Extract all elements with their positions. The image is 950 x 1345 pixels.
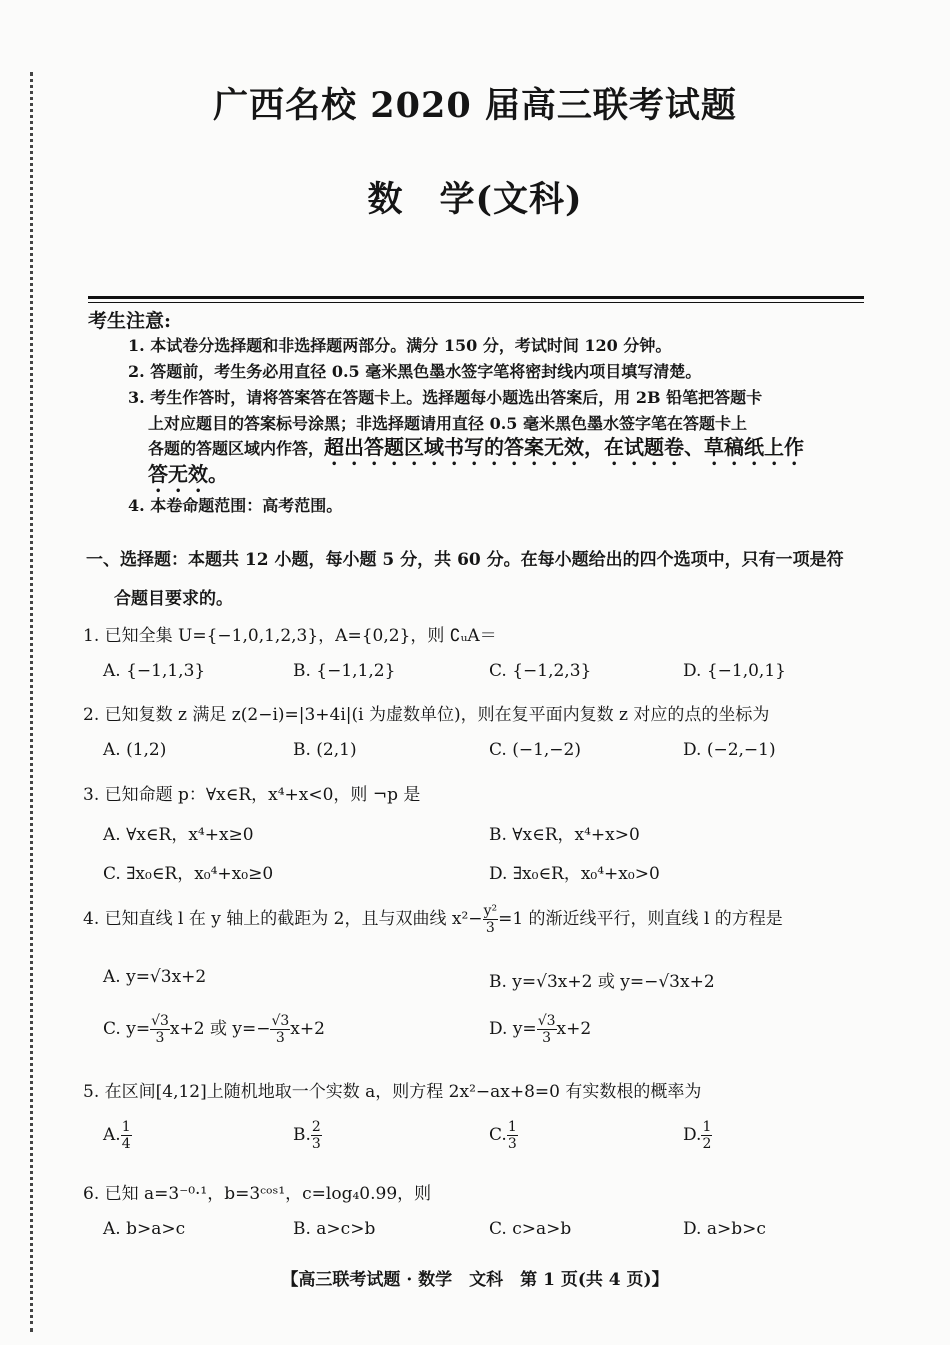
question-6-option-c: C. c>a>b [489, 1219, 572, 1239]
q5-b-label: B. [293, 1125, 311, 1145]
question-5-option-c [489, 1120, 518, 1151]
question-6-option-b: B. a>c>b [293, 1219, 376, 1239]
q4-d-frac [537, 1014, 557, 1045]
section-heading: 一、选择题：本题共 12 小题，每小题 5 分，共 60 分。在每小题给出的四个选项中，只有一项是符 [86, 550, 844, 570]
question-5-stem: 5. 在区间[4,12]上随机地取一个实数 a，则方程 2x²−ax+8=0 有实数根的概率为 [83, 1082, 702, 1102]
q4-c-frac-1-den: 3 [155, 1030, 165, 1046]
q5-c-label: C. [489, 1125, 507, 1145]
notice-item-3: 3. 考生作答时，请将答案答在答题卡上。选择题每小题选出答案后，用 2B 铅笔把答题卡 [128, 388, 763, 407]
q5-d-num: 1 [702, 1119, 712, 1135]
q5-a-label: A. [103, 1125, 121, 1145]
question-1-stem: 1. 已知全集 U={−1,0,1,2,3}，A={0,2}，则 ∁ᵤA＝ [83, 626, 497, 646]
question-4-frac-num: y² [483, 903, 498, 919]
question-4-option-a: A. y=√3x+2 [103, 967, 207, 987]
q5-b-den: 3 [311, 1136, 321, 1152]
question-1-option-a: A. {−1,1,3} [103, 661, 206, 681]
notice-item-4: 4. 本卷命题范围：高考范围。 [128, 496, 343, 515]
question-4-option-c [103, 1014, 325, 1045]
q4-c-frac-2-num: √3 [271, 1013, 290, 1029]
question-3-option-d: D. ∃x₀∈R，x₀⁴+x₀>0 [489, 864, 660, 884]
question-5-option-a [103, 1120, 132, 1151]
q4-c-post: x+2 [290, 1019, 325, 1039]
question-3-stem: 3. 已知命题 p：∀x∈R，x⁴+x<0，则 ¬p 是 [83, 785, 421, 805]
q5-c-frac [507, 1120, 518, 1151]
notice-item-3-text: 各题的答题区域内作答， [148, 439, 325, 458]
question-4-stem-post: =1 的渐近线平行，则直线 l 的方程是 [498, 909, 783, 929]
notice-heading: 考生注意: [88, 310, 172, 332]
question-4-option-d [489, 1014, 591, 1045]
question-6-option-a: A. b>a>c [103, 1219, 186, 1239]
notice-item-3-cont-3: 答无效。 [148, 462, 228, 486]
q4-d-frac-num: √3 [537, 1013, 556, 1029]
question-4-stem-pre: 4. 已知直线 l 在 y 轴上的截距为 2，且与双曲线 x²− [83, 909, 483, 929]
q5-d-frac [701, 1120, 712, 1151]
question-4-stem [83, 904, 783, 935]
question-2-option-c: C. (−1,−2) [489, 740, 581, 760]
header-rule-thick [88, 296, 864, 299]
q5-a-frac [121, 1120, 132, 1151]
exam-title: 广西名校 2020 届高三联考试题 [213, 85, 737, 126]
q4-d-pre: D. y= [489, 1019, 537, 1039]
q4-d-frac-den: 3 [542, 1030, 552, 1046]
q4-c-frac-1 [150, 1014, 170, 1045]
question-2-option-b: B. (2,1) [293, 740, 357, 760]
q5-a-den: 4 [121, 1136, 131, 1152]
q5-b-num: 2 [311, 1119, 321, 1135]
q5-b-frac [311, 1120, 322, 1151]
q5-a-num: 1 [121, 1119, 131, 1135]
question-2-option-a: A. (1,2) [103, 740, 167, 760]
q4-d-post: x+2 [556, 1019, 592, 1039]
question-4-frac-den: 3 [485, 920, 495, 936]
q5-c-den: 3 [507, 1136, 517, 1152]
q5-d-den: 2 [702, 1136, 712, 1152]
notice-emphasis-text: 超出答题区域书写的答案无效，在试题卷、草稿纸上作 [324, 435, 805, 459]
q4-c-mid: x+2 或 y=− [169, 1019, 271, 1039]
question-4-fraction [483, 904, 499, 935]
exam-subtitle: 数 学(文科) [367, 179, 583, 220]
question-2-option-d: D. (−2,−1) [683, 740, 776, 760]
question-1-option-c: C. {−1,2,3} [489, 661, 592, 681]
question-1-option-d: D. {−1,0,1} [683, 661, 786, 681]
question-6-option-d: D. a>b>c [683, 1219, 766, 1239]
question-6-stem: 6. 已知 a=3⁻⁰·¹，b=3ᶜᵒˢ¹，c=log₄0.99，则 [83, 1184, 432, 1204]
notice-item-3-cont-1: 上对应题目的答案标号涂黑；非选择题请用直径 0.5 毫米黑色墨水签字笔在答题卡上 [148, 414, 747, 433]
question-1-option-b: B. {−1,1,2} [293, 661, 396, 681]
notice-item-2: 2. 答题前，考生务必用直径 0.5 毫米黑色墨水签字笔将密封线内项目填写清楚。 [128, 362, 702, 381]
question-5-option-d [683, 1120, 712, 1151]
question-3-option-c: C. ∃x₀∈R，x₀⁴+x₀≥0 [103, 864, 274, 884]
binding-perforation-line [30, 72, 33, 1332]
question-5-option-b [293, 1120, 322, 1151]
question-2-stem: 2. 已知复数 z 满足 z(2−i)=|3+4i|(i 为虚数单位)，则在复平面内复数 z 对应的点的坐标为 [83, 705, 770, 725]
notice-item-1: 1. 本试卷分选择题和非选择题两部分。满分 150 分，考试时间 120 分钟。 [128, 336, 672, 355]
q5-c-num: 1 [507, 1119, 517, 1135]
q4-c-frac-2-den: 3 [275, 1030, 285, 1046]
section-heading-cont: 合题目要求的。 [114, 589, 233, 609]
q4-c-frac-1-num: √3 [151, 1013, 169, 1029]
question-3-option-b: B. ∀x∈R，x⁴+x>0 [489, 825, 640, 845]
page-footer: 【高三联考试题 · 数学 文科 第 1 页(共 4 页)】 [281, 1270, 669, 1290]
question-4-option-b: B. y=√3x+2 或 y=−√3x+2 [489, 972, 715, 992]
q4-c-frac-2 [270, 1014, 290, 1045]
q4-c-pre: C. y= [103, 1019, 151, 1039]
header-rule-thin [88, 302, 864, 303]
question-3-option-a: A. ∀x∈R，x⁴+x≥0 [103, 825, 254, 845]
q5-d-label: D. [683, 1125, 702, 1145]
